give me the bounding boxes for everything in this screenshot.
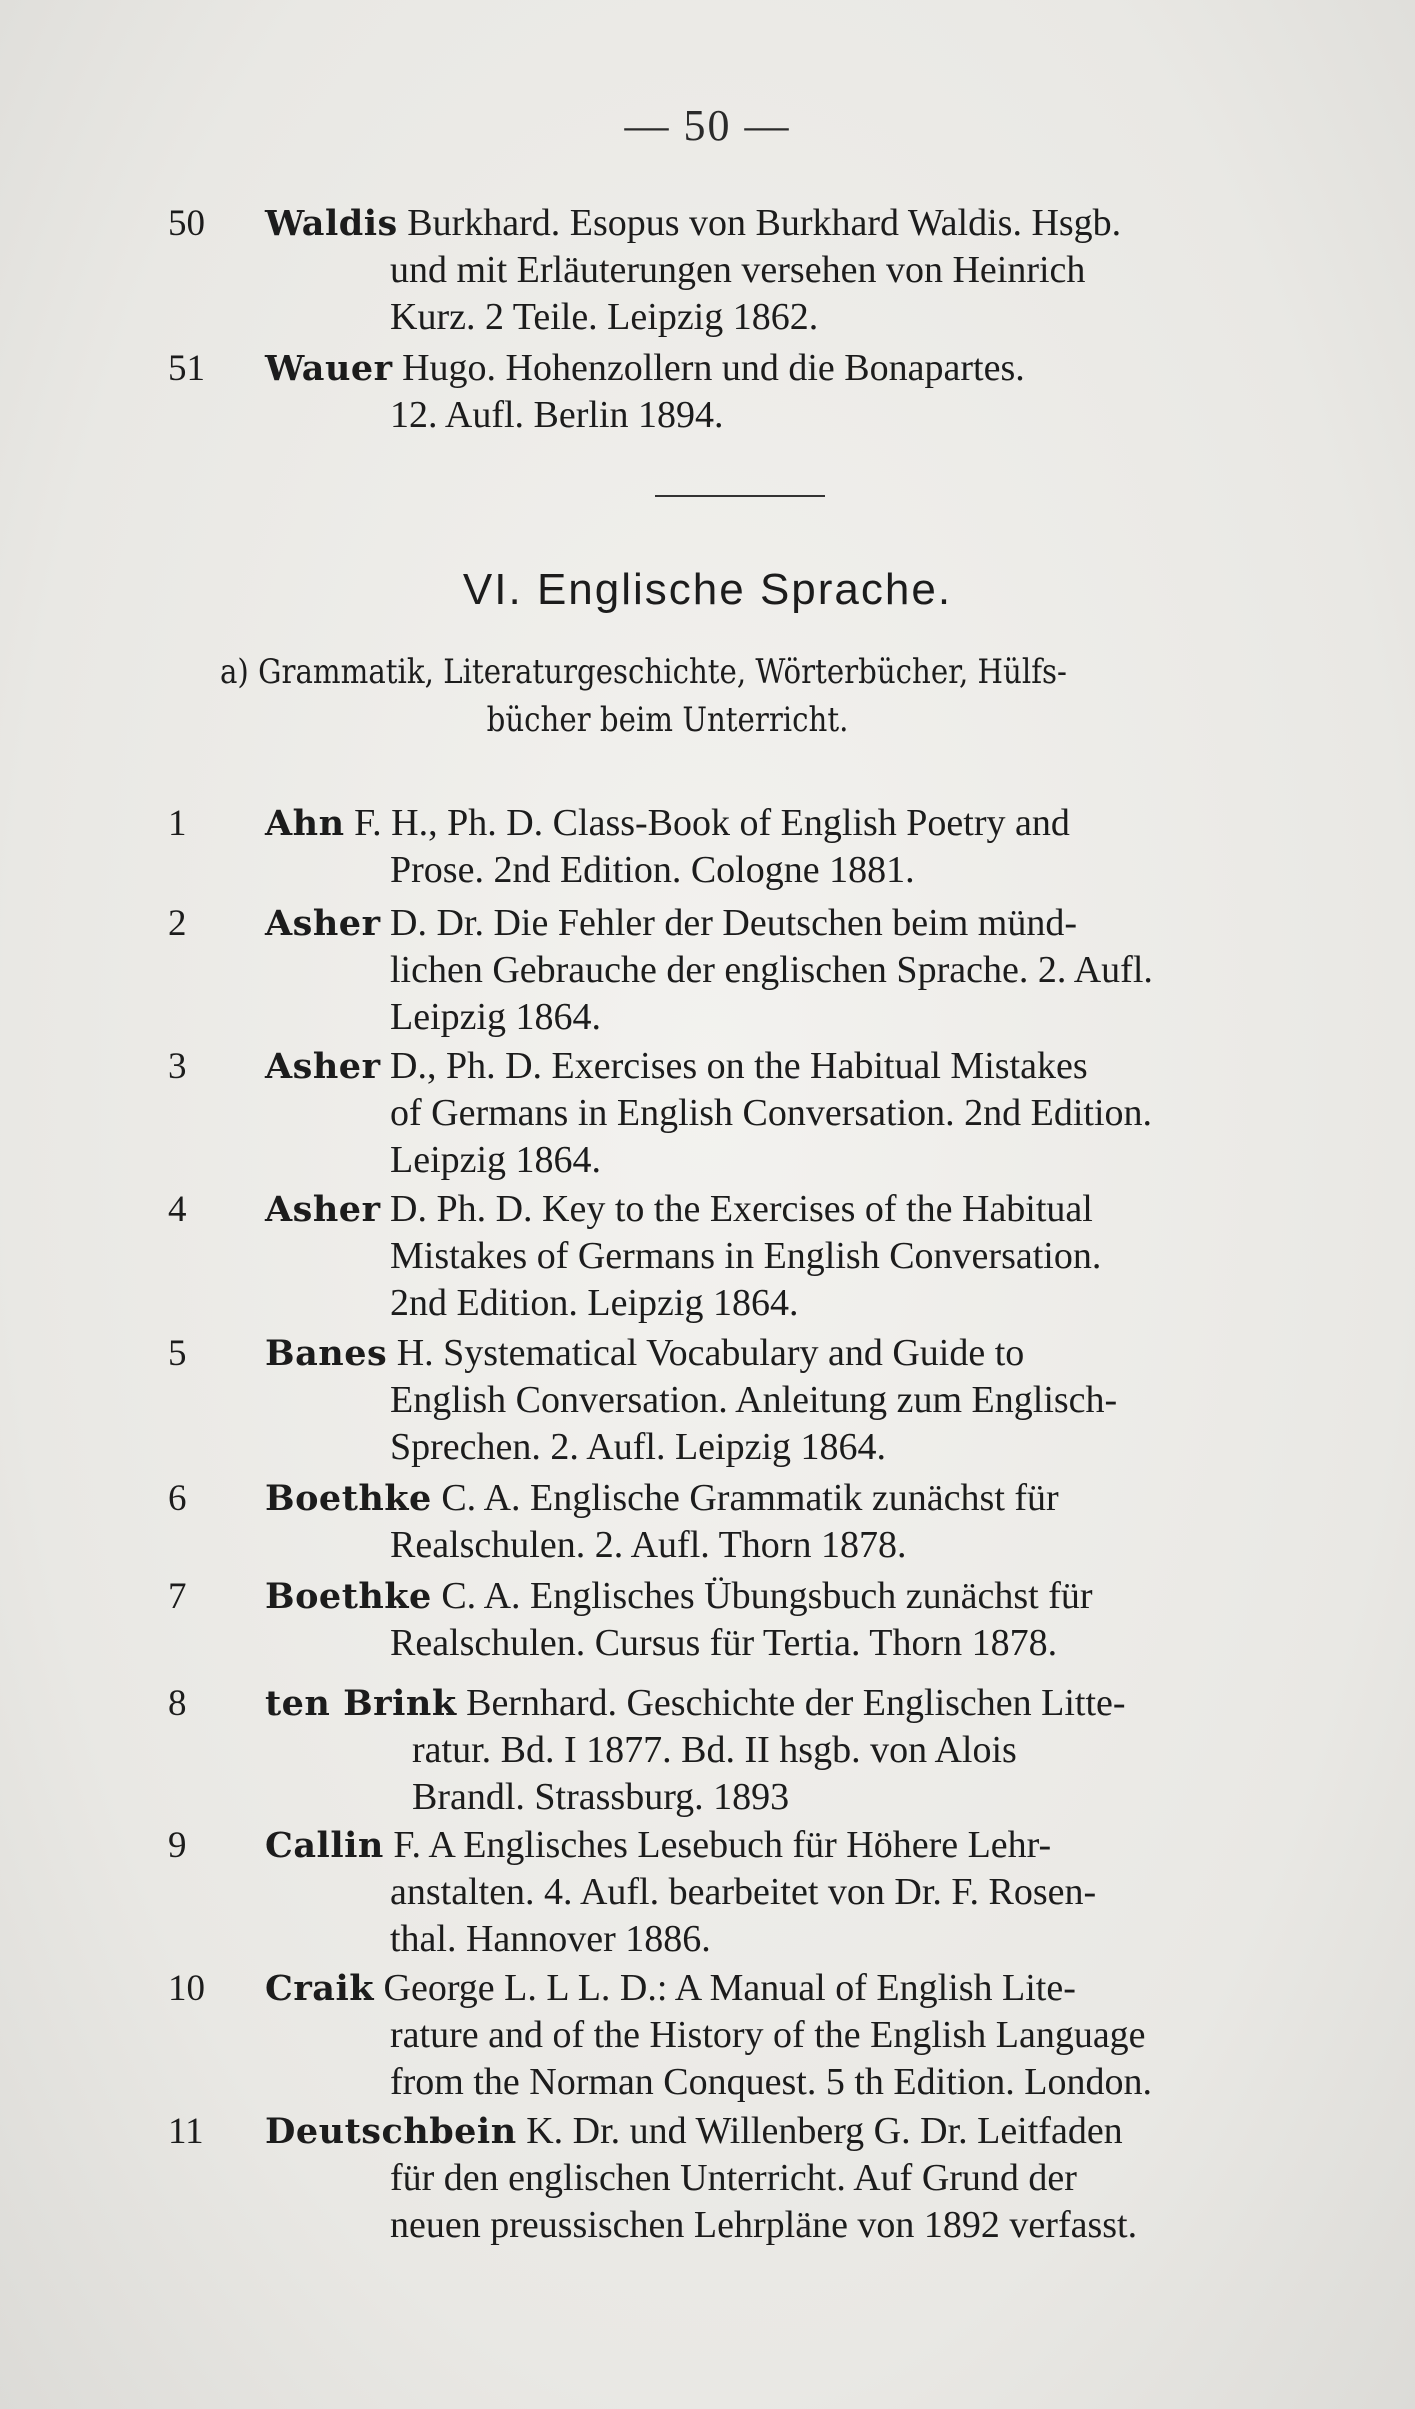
entry-author: Callin bbox=[265, 1825, 384, 1866]
entry-author: Asher bbox=[265, 1046, 381, 1087]
entry-number: 10 bbox=[168, 1968, 205, 2009]
entry-number: 3 bbox=[168, 1046, 187, 1087]
entry-author: ten Brink bbox=[265, 1683, 457, 1724]
entry-text: Asher D., Ph. D. Exercises on the Habitual Mistakes of Germans in English Conversation. 2nd Edition. Leipzig 1864. bbox=[265, 1045, 1153, 1181]
entry-number: 5 bbox=[168, 1333, 187, 1374]
entry-author: Asher bbox=[265, 903, 381, 944]
entry-author: Ahn bbox=[265, 803, 345, 844]
entry-number: 4 bbox=[168, 1189, 187, 1230]
entry-text: Craik George L. L L. D.: A Manual of English Lite- rature and of the History of the English Language from the Norman Conquest. 5 th Edition. London. bbox=[265, 1967, 1153, 2103]
entry-author: Banes bbox=[265, 1333, 388, 1374]
entry-text: Wauer Hugo. Hohenzollern und die Bonapartes. 12. Aufl. Berlin 1894. bbox=[265, 347, 1025, 436]
entry-author: Boethke bbox=[265, 1576, 432, 1617]
entry-text: Ahn F. H., Ph. D. Class-Book of English Poetry and Prose. 2nd Edition. Cologne 1881. bbox=[265, 802, 1070, 891]
entry-author: Asher bbox=[265, 1189, 381, 1230]
entry-number: 8 bbox=[168, 1683, 187, 1724]
entry-author: Deutschbein bbox=[265, 2111, 517, 2152]
entry-author: Wauer bbox=[265, 348, 393, 389]
entry-text: ten Brink Bernhard. Geschichte der Englischen Litte- ratur. Bd. I 1877. Bd. II hsgb. von Alois Brandl. Strassburg. 1893 bbox=[265, 1682, 1126, 1818]
section-divider bbox=[655, 495, 825, 497]
entry-author: Boethke bbox=[265, 1478, 432, 1519]
entry-text: Asher D. Dr. Die Fehler der Deutschen beim münd- lichen Gebrauche der englischen Sprache. 2. Aufl. Leipzig 1864. bbox=[265, 902, 1153, 1038]
entry-number: 2 bbox=[168, 903, 187, 944]
section-heading: VI. Englische Sprache. bbox=[462, 565, 953, 614]
entry-number: 1 bbox=[168, 803, 187, 844]
entry-text: Boethke C. A. Englische Grammatik zunächst für Realschulen. 2. Aufl. Thorn 1878. bbox=[265, 1477, 1059, 1566]
entry-author: Waldis bbox=[265, 203, 398, 244]
entry-text: Banes H. Systematical Vocabulary and Guide to English Conversation. Anleitung zum Englisch- Sprechen. 2. Aufl. Leipzig 1864. bbox=[265, 1332, 1118, 1468]
subsection-heading: a) Grammatik, Literaturgeschichte, Wörterbücher, Hülfs- bücher beim Unterricht. bbox=[220, 652, 1067, 740]
entry-text: Callin F. A Englisches Lesebuch für Höhere Lehr- anstalten. 4. Aufl. bearbeitet von Dr. F. Rosen- thal. Hannover 1886. bbox=[265, 1824, 1097, 1960]
entry-text: Waldis Burkhard. Esopus von Burkhard Waldis. Hsgb. und mit Erläuterungen versehen von Heinrich Kurz. 2 Teile. Leipzig 1862. bbox=[265, 202, 1122, 338]
entry-number: 50 bbox=[168, 203, 205, 244]
entry-text: Boethke C. A. Englisches Übungsbuch zunächst für Realschulen. Cursus für Tertia. Thorn 1878. bbox=[265, 1575, 1093, 1664]
entry-number: 7 bbox=[168, 1576, 187, 1617]
entry-number: 9 bbox=[168, 1825, 187, 1866]
entry-number: 11 bbox=[168, 2111, 204, 2152]
entry-number: 51 bbox=[168, 348, 205, 389]
entry-number: 6 bbox=[168, 1478, 187, 1519]
entry-author: Craik bbox=[265, 1968, 375, 2009]
entry-text: Asher D. Ph. D. Key to the Exercises of the Habitual Mistakes of Germans in English Conversation. 2nd Edition. Leipzig 1864. bbox=[265, 1188, 1102, 1324]
page-number: — 50 — bbox=[624, 101, 791, 150]
entry-text: Deutschbein K. Dr. und Willenberg G. Dr. Leitfaden für den englischen Unterricht. Auf Grund der neuen preussischen Lehrpläne von 1892 verfasst. bbox=[265, 2110, 1138, 2246]
